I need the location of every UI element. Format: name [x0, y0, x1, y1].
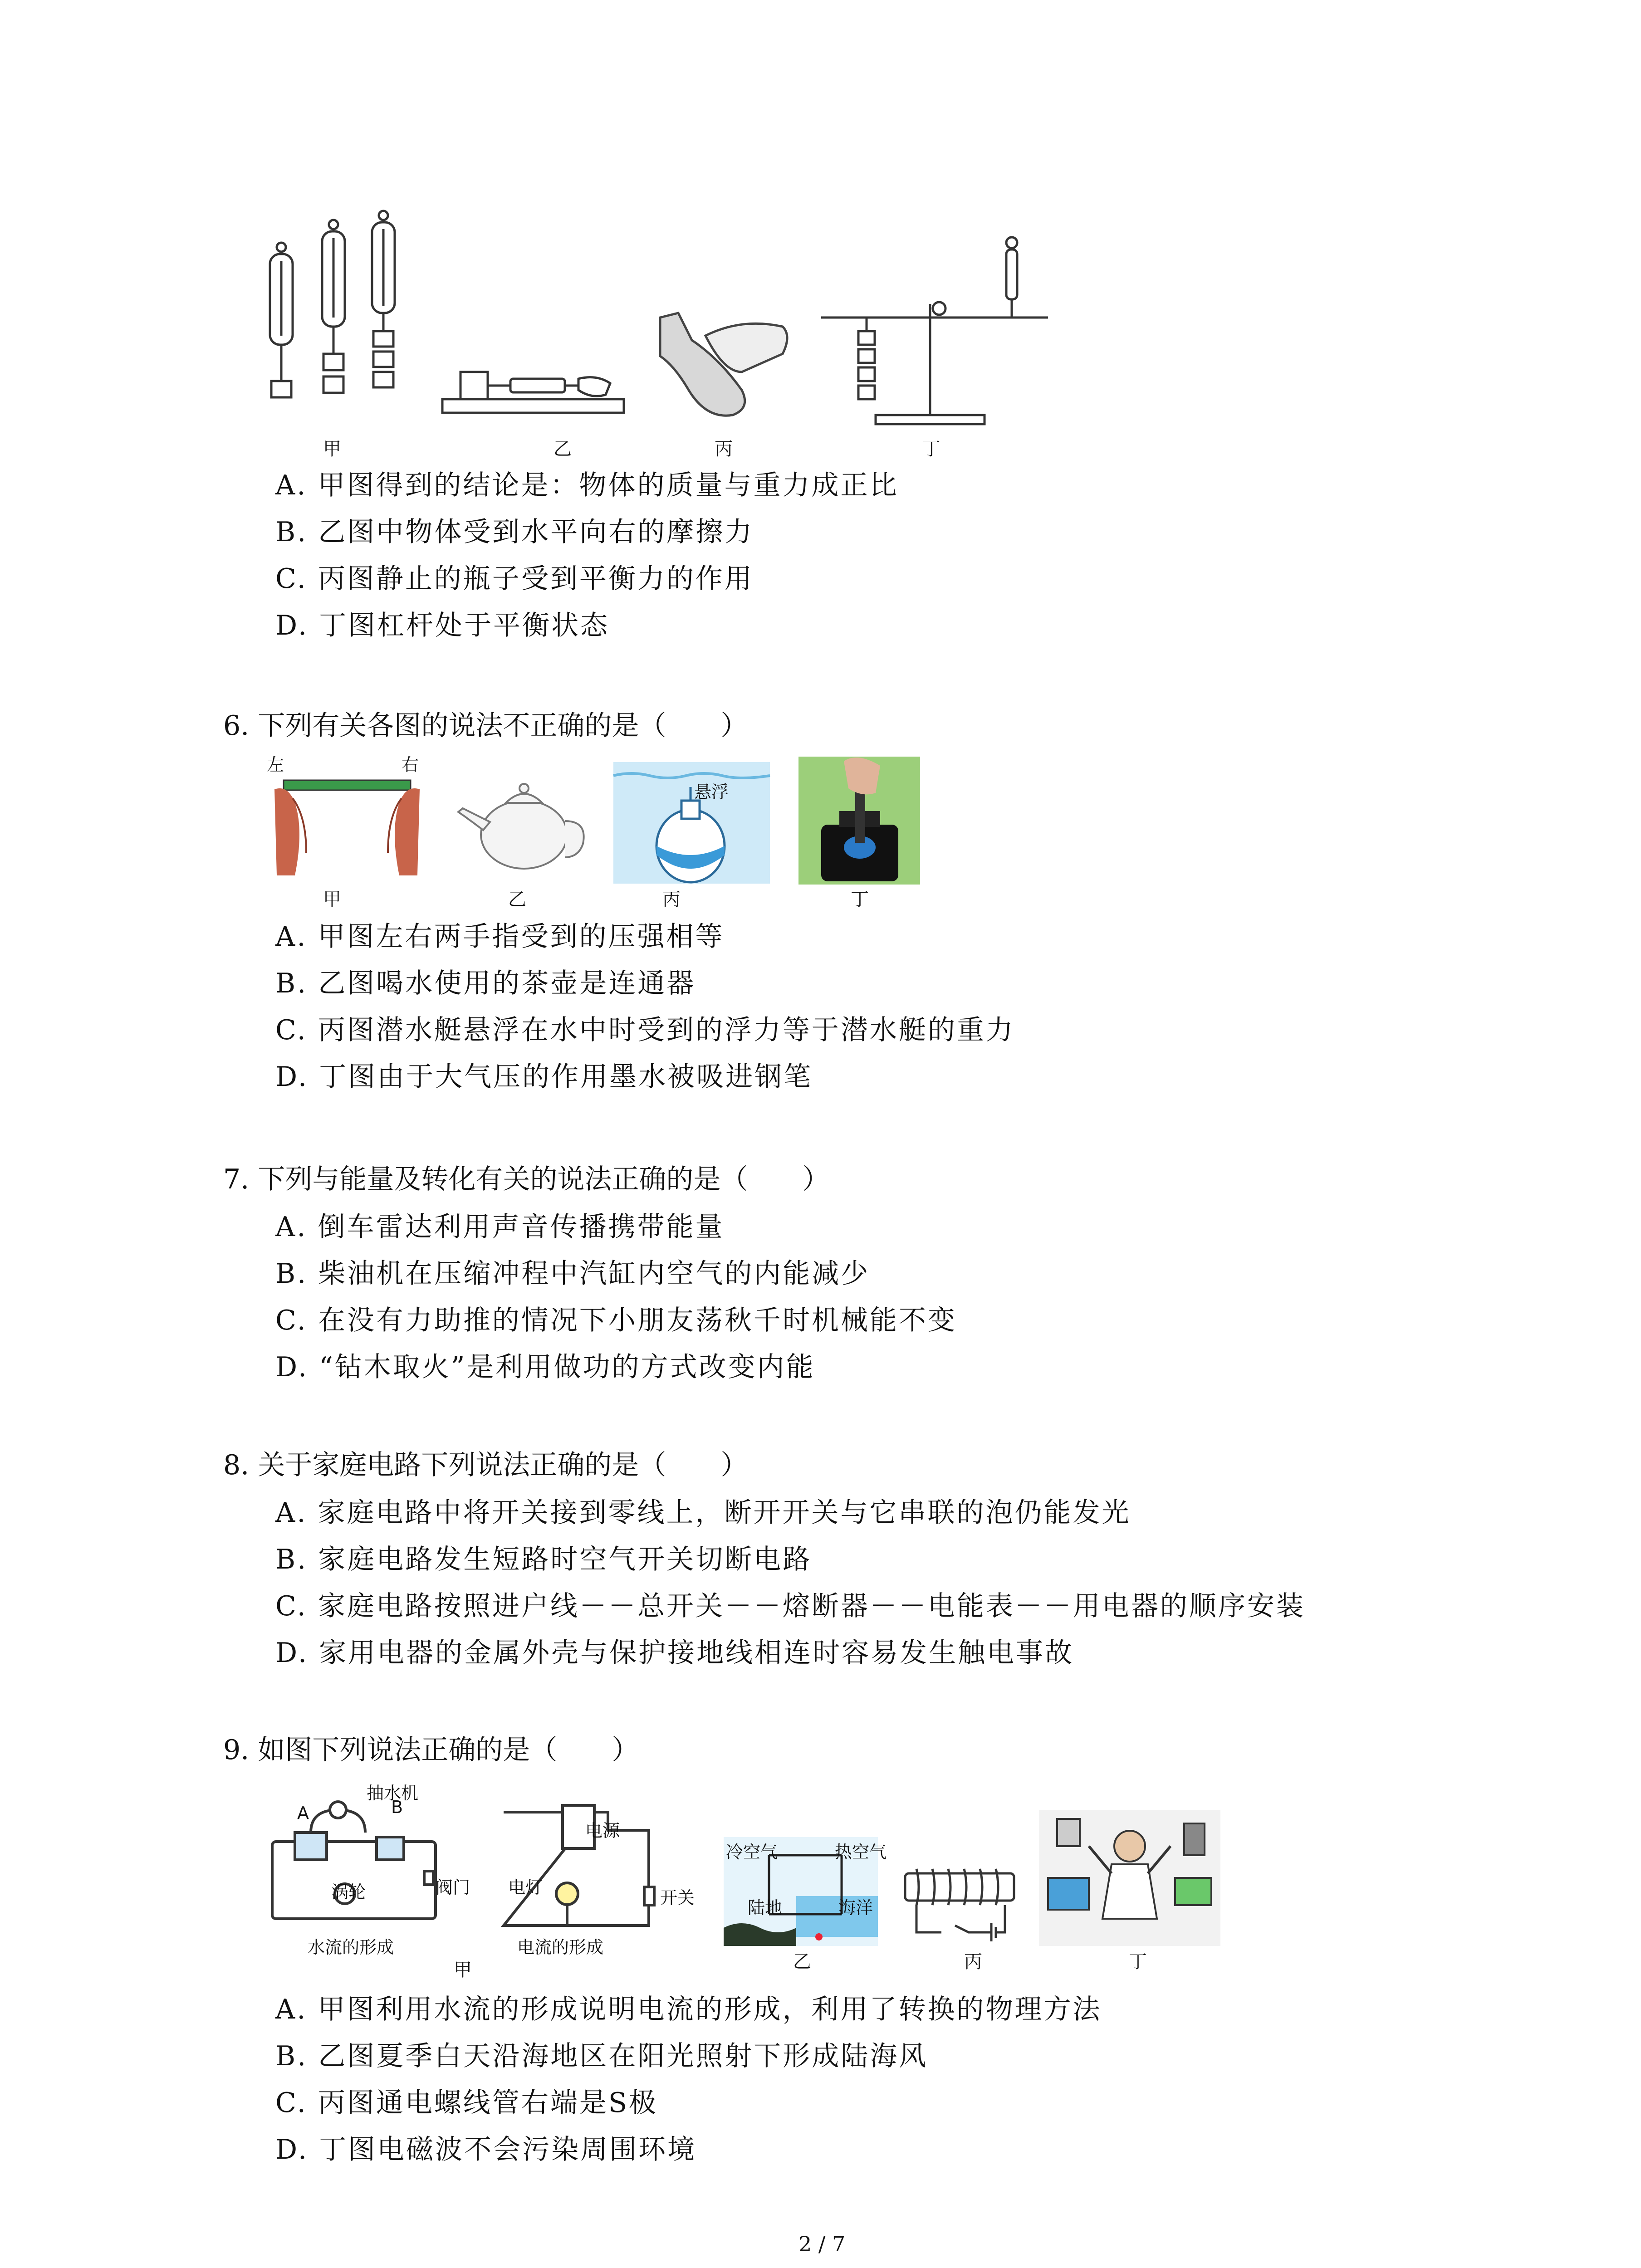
- q6-option-a: A. 甲图左右两手指受到的压强相等: [275, 921, 725, 953]
- q8-option-b: B. 家庭电路发生短路时空气开关切断电路: [275, 1544, 812, 1575]
- q9-label-ocean: 海洋: [838, 1898, 873, 1918]
- q9-label-turbine: 涡轮: [331, 1882, 366, 1902]
- q7-option-b: B. 柴油机在压缩冲程中汽缸内空气的内能减少: [275, 1258, 870, 1290]
- q6-option-b: B. 乙图喝水使用的茶壶是连通器: [275, 968, 696, 999]
- q9-label-lamp: 电灯: [508, 1877, 543, 1897]
- q5-option-b: B. 乙图中物体受到水平向右的摩擦力: [275, 516, 754, 548]
- q6-caption-jia: 甲: [323, 889, 341, 910]
- q9-caption-yi: 乙: [793, 1951, 811, 1972]
- q6-figure-bing-submarine: [613, 762, 770, 884]
- q6-figure-jia-pencil-fingers: [274, 771, 420, 880]
- q6-figure-ding-fountain-pen-ink: [798, 757, 920, 885]
- q6-label-suspend: 悬浮: [694, 782, 729, 802]
- q7-option-d: D. “钻木取火”是利用做功的方式改变内能: [275, 1351, 815, 1383]
- q5-figure-yi-friction: [442, 354, 624, 417]
- q6-figure-yi-teapot: [456, 776, 588, 875]
- q9-option-d: D. 丁图电磁波不会污染周围环境: [275, 2134, 697, 2165]
- q9-option-b: B. 乙图夏季白天沿海地区在阳光照射下形成陆海风: [275, 2040, 928, 2072]
- q9-label-hot-air: 热空气: [835, 1842, 887, 1862]
- q9-caption-bing: 丙: [964, 1951, 982, 1972]
- q8-stem: 8. 关于家庭电路下列说法正确的是（ ）: [223, 1449, 748, 1481]
- q6-label-right: 右: [402, 755, 419, 775]
- q9-label-current-flow: 电流的形成: [517, 1937, 604, 1957]
- q9-figure-jia-water-circuit: [270, 1796, 438, 1937]
- q9-label-switch: 开关: [660, 1888, 695, 1908]
- q9-stem: 9. 如图下列说法正确的是（ ）: [223, 1734, 639, 1766]
- q5-option-d: D. 丁图杠杆处于平衡状态: [275, 610, 610, 641]
- q7-option-c: C. 在没有力助推的情况下小朋友荡秋千时机械能不变: [275, 1305, 957, 1336]
- q9-figure-ding-em-waves: [1039, 1810, 1220, 1946]
- q5-caption-bing: 丙: [715, 439, 733, 459]
- q5-figure-ding-lever: [817, 236, 1053, 431]
- q9-label-pump: 抽水机: [367, 1783, 419, 1803]
- q5-option-a: A. 甲图得到的结论是：物体的质量与重力成正比: [275, 469, 899, 501]
- q8-option-d: D. 家用电器的金属外壳与保护接地线相连时容易发生触电事故: [275, 1637, 1074, 1669]
- q9-label-water-flow: 水流的形成: [308, 1937, 394, 1957]
- q9-option-c: C. 丙图通电螺线管右端是S极: [275, 2087, 658, 2119]
- q9-label-a: A: [297, 1803, 309, 1823]
- q6-caption-yi: 乙: [508, 889, 526, 910]
- q8-option-c: C. 家庭电路按照进户线－－总开关－－熔断器－－电能表－－用电器的顺序安装: [275, 1590, 1305, 1622]
- q9-label-power: 电源: [585, 1821, 620, 1841]
- q9-option-a: A. 甲图利用水流的形成说明电流的形成，利用了转换的物理方法: [275, 1994, 1102, 2025]
- q5-caption-ding: 丁: [922, 439, 941, 459]
- q6-caption-ding: 丁: [851, 889, 869, 910]
- q9-label-land: 陆地: [748, 1898, 783, 1918]
- q9-caption-jia: 甲: [454, 1960, 472, 1980]
- q6-option-c: C. 丙图潜水艇悬浮在水中时受到的浮力等于潜水艇的重力: [275, 1014, 1015, 1046]
- q5-caption-jia: 甲: [323, 439, 341, 459]
- q9-label-valve: 阀门: [436, 1877, 470, 1897]
- q7-stem: 7. 下列与能量及转化有关的说法正确的是（ ）: [223, 1163, 830, 1195]
- page-number: 2 / 7: [798, 2232, 846, 2256]
- q6-option-d: D. 丁图由于大气压的作用墨水被吸进钢笔: [275, 1061, 813, 1093]
- q9-figure-bing-solenoid: [901, 1860, 1019, 1946]
- q6-stem: 6. 下列有关各图的说法不正确的是（ ）: [223, 710, 748, 742]
- q7-option-a: A. 倒车雷达利用声音传播携带能量: [275, 1211, 725, 1243]
- q9-figure-jia-electric-circuit: [495, 1803, 658, 1939]
- q5-figure-bing-bottle-hand: [651, 308, 792, 422]
- q9-label-b: B: [391, 1797, 403, 1817]
- q5-caption-yi: 乙: [554, 439, 572, 459]
- q9-label-cold-air: 冷空气: [726, 1842, 778, 1862]
- q8-option-a: A. 家庭电路中将开关接到零线上，断开开关与它串联的泡仍能发光: [275, 1497, 1131, 1529]
- q9-caption-ding: 丁: [1129, 1951, 1147, 1972]
- q6-label-left: 左: [267, 755, 284, 775]
- q5-figure-jia-spring-scales: [263, 218, 417, 426]
- q5-option-c: C. 丙图静止的瓶子受到平衡力的作用: [275, 563, 754, 595]
- q6-caption-bing: 丙: [662, 889, 681, 910]
